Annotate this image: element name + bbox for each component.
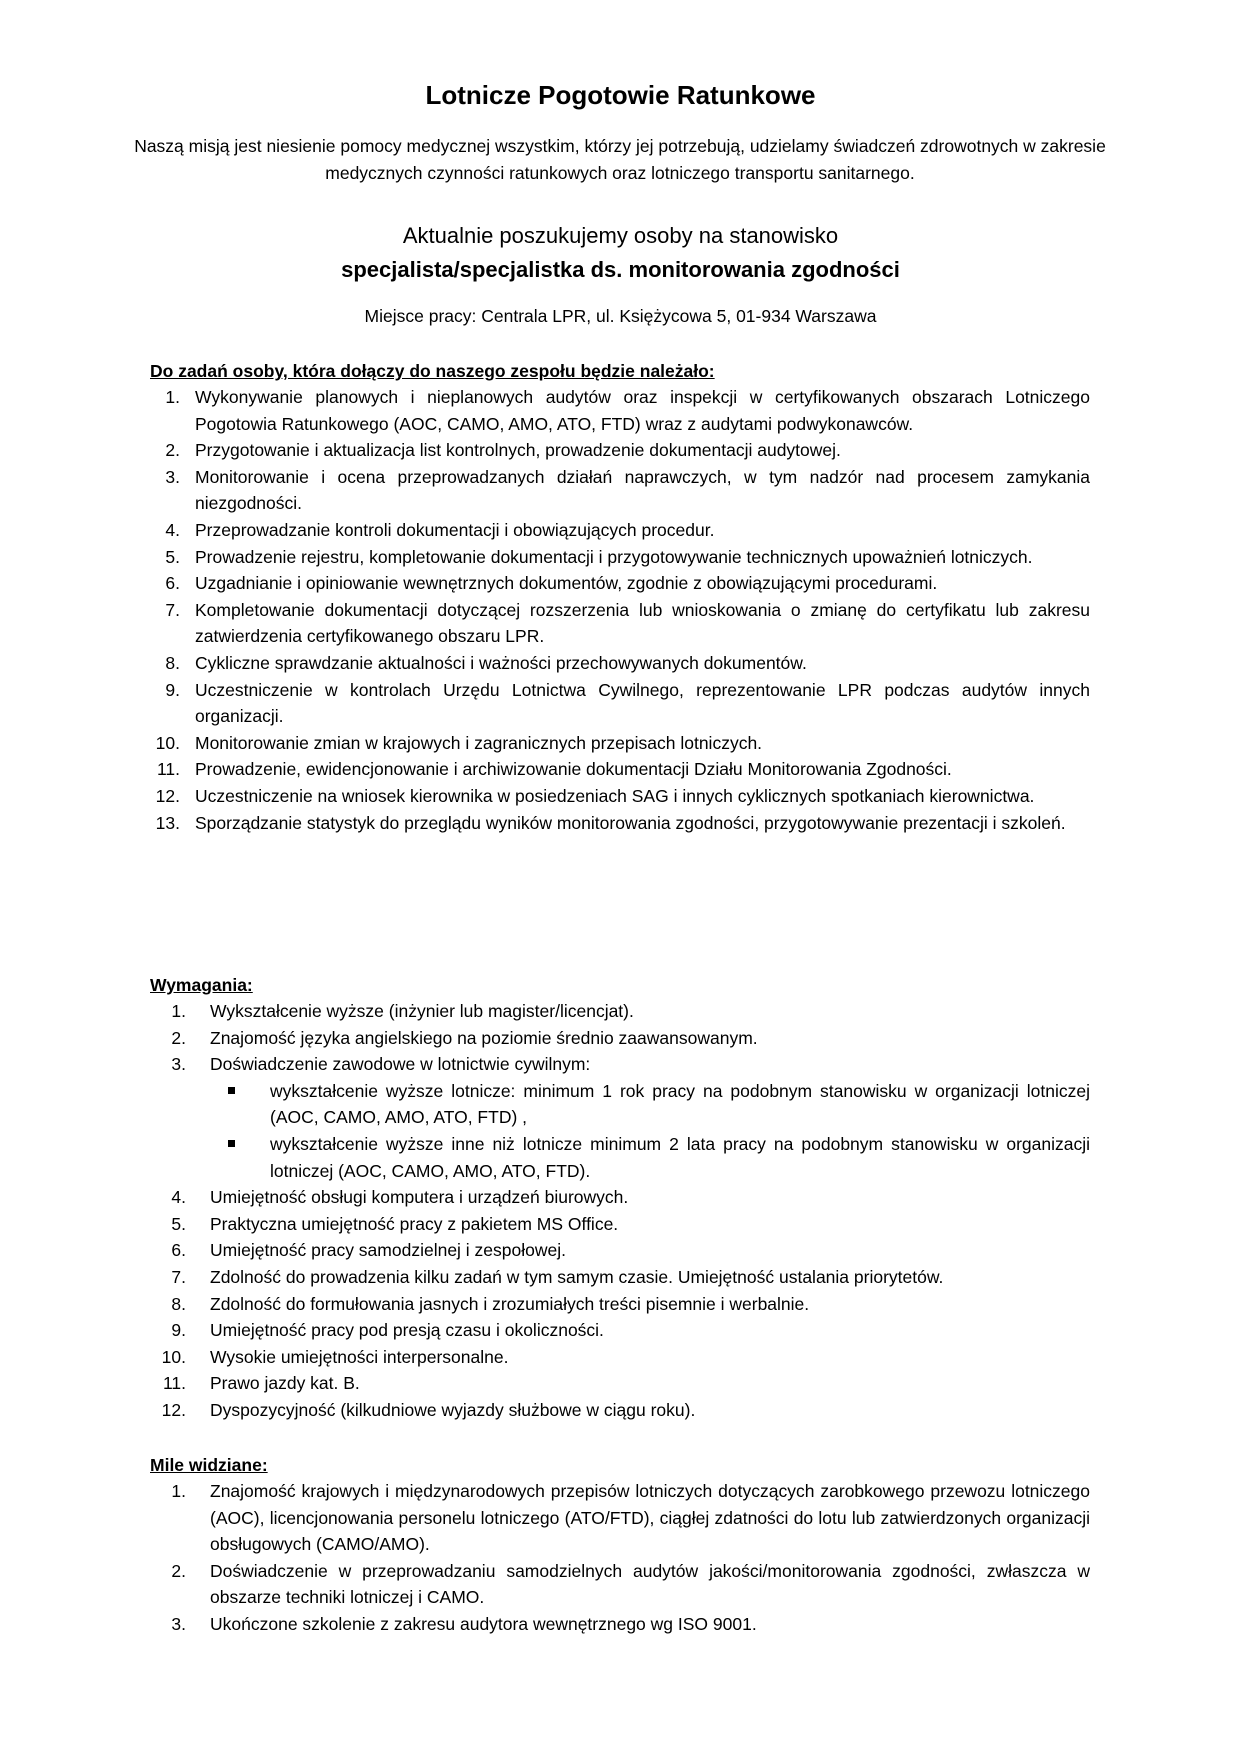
work-location: Miejsce pracy: Centrala LPR, ul. Księżycowa 5, 01-934 Warszawa	[364, 306, 877, 326]
item-number: 4.	[171, 1187, 186, 1208]
list-item	[150, 730, 1090, 757]
square-bullet-icon	[228, 1140, 235, 1147]
item-number: 13.	[155, 812, 180, 833]
nice-to-have-heading: Mile widziane:	[150, 1455, 268, 1475]
item-number: 12.	[155, 785, 180, 806]
item-number: 2.	[171, 1560, 186, 1581]
item-text: Doświadczenie zawodowe w lotnictwie cywilnym:	[210, 1054, 591, 1075]
list-item	[150, 1478, 1090, 1558]
item-number: 5.	[165, 546, 180, 567]
item-text: Znajomość krajowych i międzynarodowych przepisów lotniczych dotyczących zarobkowego przewozu lotniczego (AOC), licencjonowania personelu lotniczego (ATO/FTD), ciągłej zdatności do lotu lub zatwierdzonych organizacji obsługowych (CAMO/AMO).	[210, 1481, 1090, 1555]
item-text: Prowadzenie, ewidencjonowanie i archiwizowanie dokumentacji Działu Monitorowania Zgodności.	[195, 759, 952, 780]
list-item	[150, 998, 1090, 1025]
item-number: 1.	[171, 1481, 186, 1501]
item-text: Zdolność do formułowania jasnych i zrozumiałych treści pisemnie i werbalnie.	[210, 1293, 810, 1314]
item-text: Wykształcenie wyższe (inżynier lub magister/licencjat).	[210, 1001, 634, 1021]
item-number: 7.	[171, 1266, 186, 1287]
nice-to-have-list	[150, 1478, 1090, 1638]
list-item	[150, 783, 1090, 810]
item-number: 5.	[171, 1213, 186, 1234]
item-text: Kompletowanie dokumentacji dotyczącej rozszerzenia lub wnioskowania o zmianę do certyfikatu lub zakresu zatwierdzenia certyfikowanego obszaru LPR.	[195, 599, 1090, 647]
item-text: Uczestniczenie w kontrolach Urzędu Lotnictwa Cywilnego, reprezentowanie LPR podczas audytów innych organizacji.	[195, 679, 1090, 727]
item-number: 9.	[171, 1320, 186, 1341]
item-text: Ukończone szkolenie z zakresu audytora wewnętrznego wg ISO 9001.	[210, 1613, 757, 1634]
item-text: Uzgadnianie i opiniowanie wewnętrznych dokumentów, zgodnie z obowiązującymi procedurami.	[195, 573, 938, 594]
item-number: 1.	[171, 1001, 186, 1021]
item-text: Wysokie umiejętności interpersonalne.	[210, 1346, 509, 1367]
requirements-list	[150, 998, 1090, 1424]
item-number: 11.	[156, 759, 180, 780]
list-item	[150, 810, 1090, 837]
requirements-heading: Wymagania:	[150, 975, 253, 995]
item-text: Dyspozycyjność (kilkudniowe wyjazdy służbowe w ciągu roku).	[210, 1399, 696, 1420]
mission-statement: Naszą misją jest niesienie pomocy medycznej wszystkim, którzy jej potrzebują, udzielamy świadczeń zdrowotnych w zakresie medycznych czynności ratunkowych oraz lotniczego transportu sanitarnego.	[134, 136, 1106, 183]
sublist-text: wykształcenie wyższe inne niż lotnicze minimum 2 lata pracy na podobnym stanowisku w organizacji lotniczej (AOC, CAMO, AMO, ATO, FTD).	[270, 1133, 1090, 1181]
sublist-item	[210, 1131, 1090, 1184]
item-text: Praktyczna umiejętność pracy z pakietem MS Office.	[210, 1213, 619, 1234]
item-text: Przygotowanie i aktualizacja list kontrolnych, prowadzenie dokumentacji audytowej.	[195, 440, 841, 461]
list-item	[150, 570, 1090, 597]
item-number: 4.	[165, 519, 180, 540]
item-text: Prawo jazdy kat. B.	[210, 1373, 360, 1394]
item-text: Monitorowanie i ocena przeprowadzanych działań naprawczych, w tym nadzór nad procesem zamykania niezgodności.	[195, 466, 1090, 514]
item-text: Przeprowadzanie kontroli dokumentacji i obowiązujących procedur.	[195, 519, 715, 540]
list-item	[150, 1344, 1090, 1371]
item-number: 8.	[171, 1293, 186, 1314]
item-text: Znajomość języka angielskiego na poziomie średnio zaawansowanym.	[210, 1027, 758, 1048]
item-number: 10.	[161, 1346, 186, 1367]
item-text: Zdolność do prowadzenia kilku zadań w tym samym czasie. Umiejętność ustalania priorytetów.	[210, 1266, 944, 1287]
item-text: Monitorowanie zmian w krajowych i zagranicznych przepisach lotniczych.	[195, 732, 763, 753]
item-number: 6.	[165, 573, 180, 594]
document-title: Lotnicze Pogotowie Ratunkowe	[425, 80, 816, 110]
list-item	[150, 1317, 1090, 1344]
list-item	[150, 1237, 1090, 1264]
job-intro: Aktualnie poszukujemy osoby na stanowisko	[402, 223, 839, 248]
item-number: 2.	[165, 440, 180, 461]
duties-heading: Do zadań osoby, która dołączy do naszego zespołu będzie należało:	[150, 361, 715, 381]
list-item	[150, 756, 1090, 783]
item-number: 12.	[161, 1399, 186, 1420]
item-text: Umiejętność obsługi komputera i urządzeń biurowych.	[210, 1187, 629, 1208]
item-number: 8.	[165, 652, 180, 673]
item-number: 10.	[155, 732, 180, 753]
square-bullet-icon	[228, 1087, 235, 1094]
item-number: 3.	[165, 466, 180, 487]
item-number: 11.	[162, 1373, 186, 1394]
item-text: Sporządzanie statystyk do przeglądu wyników monitorowania zgodności, przygotowywanie prezentacji i szkoleń.	[195, 812, 1066, 833]
list-item	[150, 1397, 1090, 1424]
list-item	[150, 1184, 1090, 1211]
list-item	[150, 1291, 1090, 1318]
list-item	[150, 437, 1090, 464]
list-item	[150, 1611, 1090, 1638]
item-text: Wykonywanie planowych i nieplanowych audytów oraz inspekcji w certyfikowanych obszarach Lotniczego Pogotowia Ratunkowego (AOC, CAMO, AMO, ATO, FTD) wraz z audytami podwykonawców.	[195, 387, 1090, 434]
list-item	[150, 384, 1090, 437]
list-item	[150, 1264, 1090, 1291]
item-text: Doświadczenie w przeprowadzaniu samodzielnych audytów jakości/monitorowania zgodności, zwłaszcza w obszarze techniki lotniczej i CAMO.	[210, 1560, 1090, 1608]
item-text: Prowadzenie rejestru, kompletowanie dokumentacji i przygotowywanie technicznych upoważnień lotniczych.	[195, 546, 1033, 567]
sublist-item	[210, 1078, 1090, 1131]
item-number: 3.	[171, 1613, 186, 1634]
list-item	[150, 1025, 1090, 1052]
item-text: Cykliczne sprawdzanie aktualności i ważności przechowywanych dokumentów.	[195, 652, 807, 673]
list-item	[150, 544, 1090, 571]
item-text: Umiejętność pracy pod presją czasu i okoliczności.	[210, 1320, 604, 1341]
duties-list	[150, 384, 1090, 836]
sublist-text: wykształcenie wyższe lotnicze: minimum 1 rok pracy na podobnym stanowisku w organizacji lotniczej (AOC, CAMO, AMO, ATO, FTD) ,	[270, 1080, 1090, 1128]
list-item	[150, 464, 1090, 517]
item-number: 1.	[165, 387, 180, 407]
item-number: 3.	[171, 1054, 186, 1075]
item-number: 6.	[171, 1240, 186, 1261]
experience-sublist	[210, 1078, 1090, 1184]
item-number: 7.	[165, 599, 180, 620]
item-number: 9.	[165, 679, 180, 700]
list-item	[150, 677, 1090, 730]
item-number: 2.	[171, 1027, 186, 1048]
list-item	[150, 1211, 1090, 1238]
list-item	[150, 597, 1090, 650]
item-text: Uczestniczenie na wniosek kierownika w posiedzeniach SAG i innych cyklicznych spotkaniach kierownictwa.	[195, 785, 1035, 806]
list-item	[150, 1051, 1090, 1184]
position-title: specjalista/specjalistka ds. monitorowania zgodności	[341, 257, 900, 282]
list-item	[150, 517, 1090, 544]
list-item	[150, 650, 1090, 677]
list-item	[150, 1370, 1090, 1397]
item-text: Umiejętność pracy samodzielnej i zespołowej.	[210, 1240, 566, 1261]
list-item	[150, 1558, 1090, 1611]
